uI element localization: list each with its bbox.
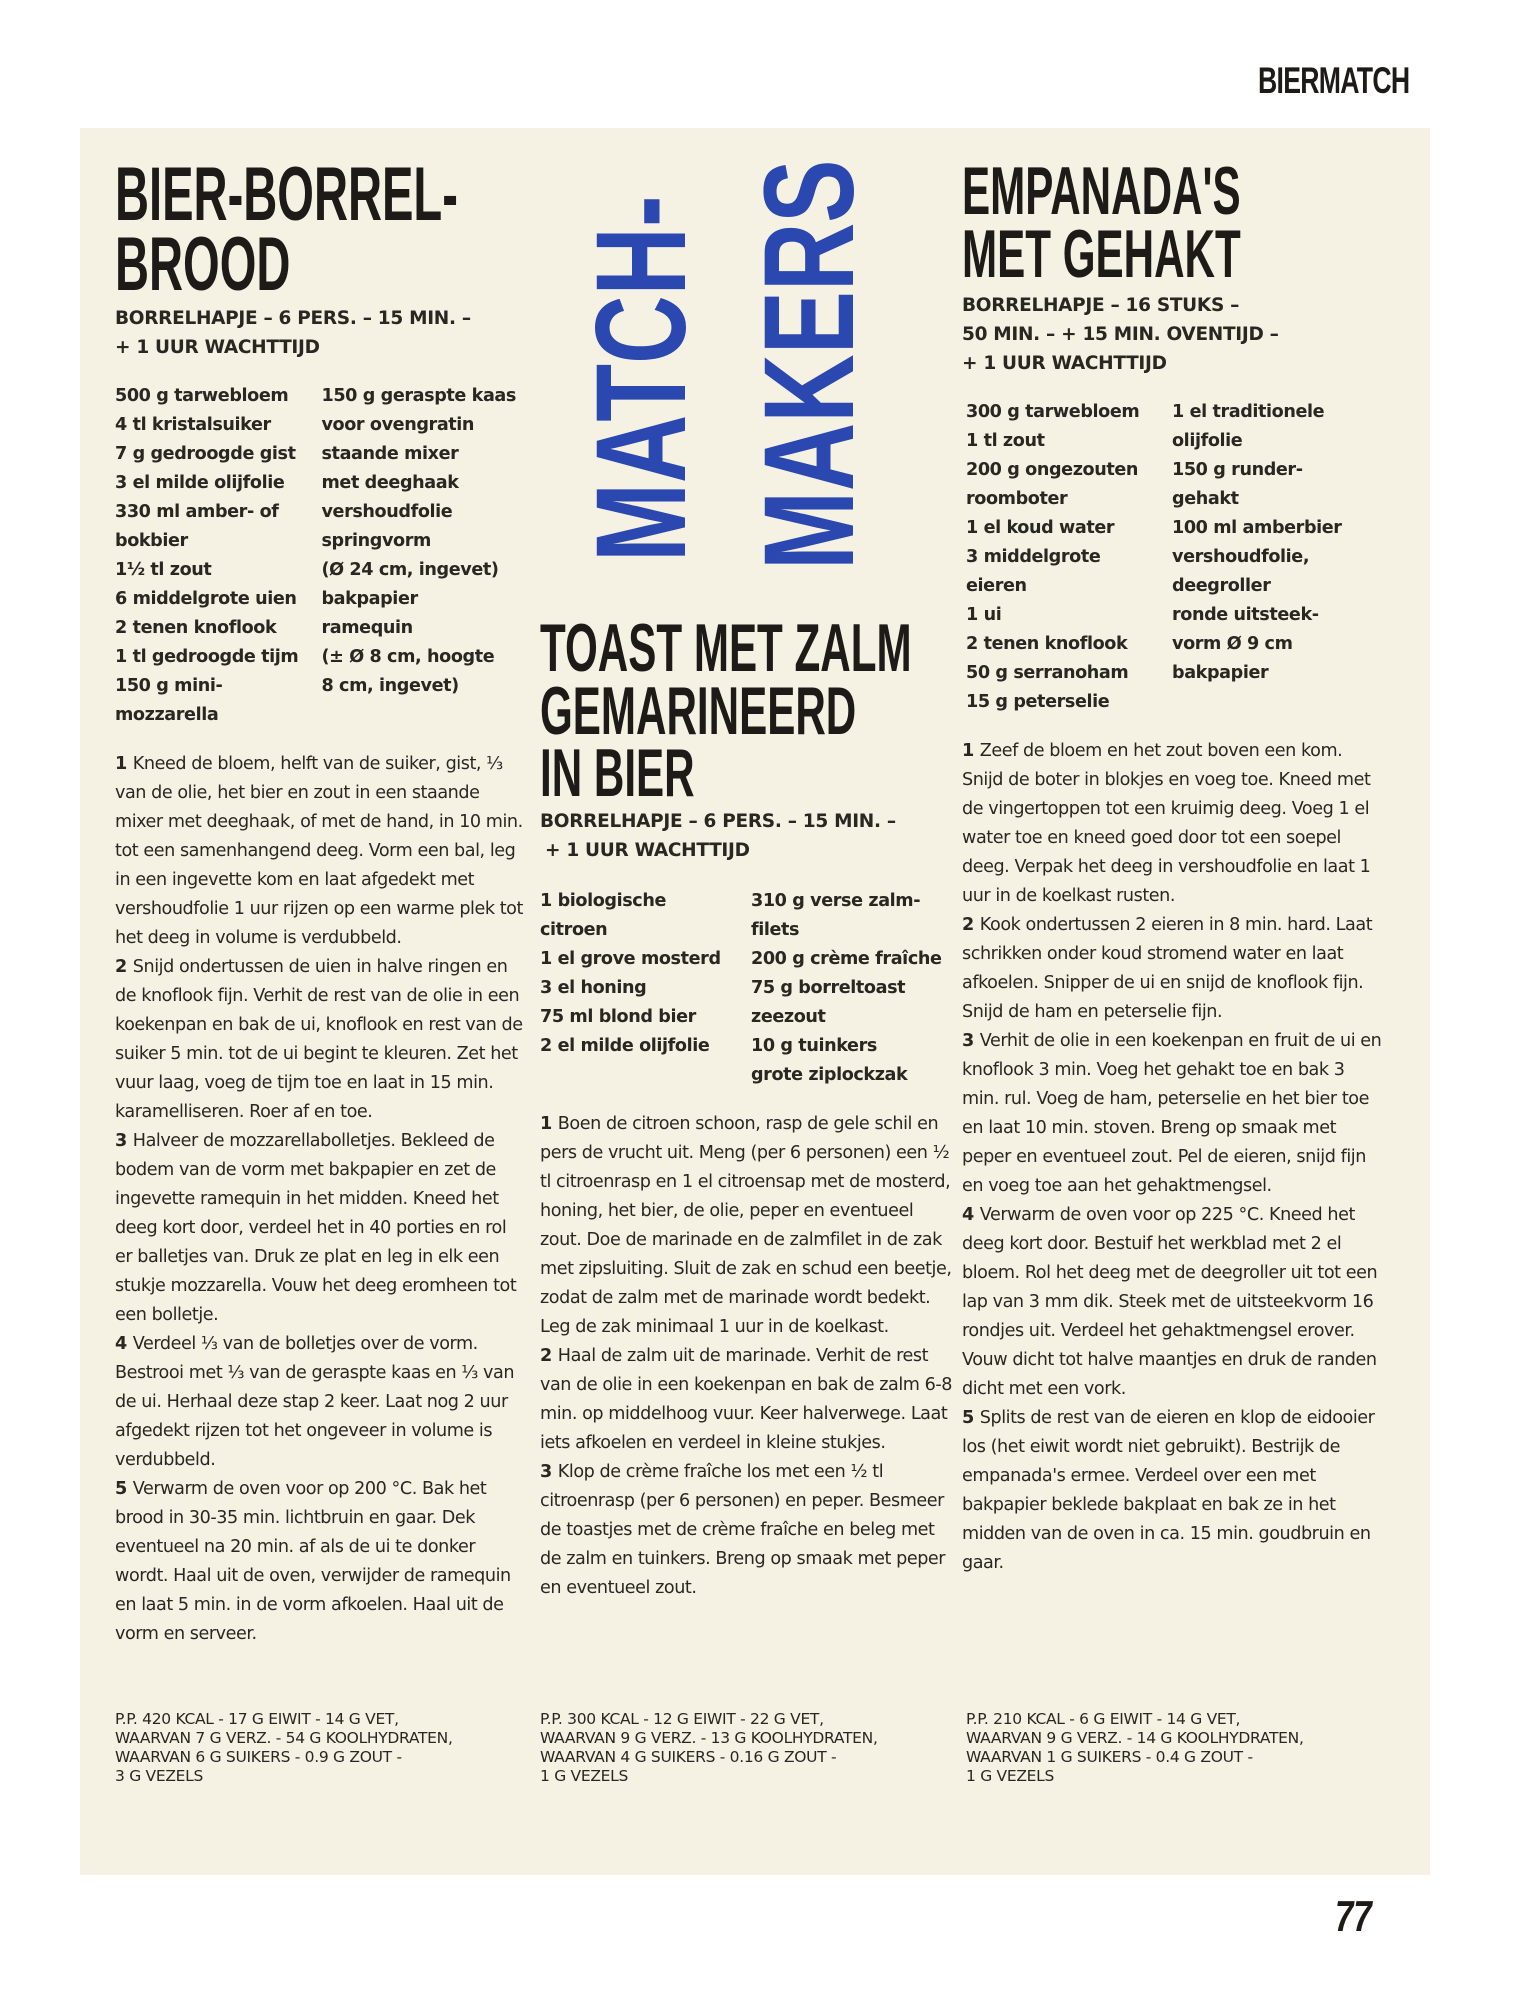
recipe-meta-line: 50 MIN. – + 15 MIN. OVENTIJD –	[962, 324, 1279, 346]
ingredient-item: 500 g tarwebloem	[115, 385, 289, 406]
nutrition-info	[966, 1710, 1304, 1786]
ingredient-item: 330 ml amber- of	[115, 501, 279, 522]
ingredient-item: 1 tl zout	[966, 431, 1045, 452]
ingredient-item: olijfolie	[1172, 431, 1243, 452]
recipe-step	[962, 737, 1382, 911]
step-text: Haal de zalm uit de marinade. Verhit de rest van de olie in een koekenpan en bak de zalm 6-8 min. op middelhoog vuur. Keer halverwege. Laat iets afkoelen en verdeel in kleine stukjes.	[540, 1345, 952, 1453]
nutrition-info	[540, 1710, 878, 1786]
ingredient-item: 10 g tuinkers	[750, 1035, 877, 1056]
ingredients-left	[115, 382, 321, 730]
step-number: 4	[962, 1205, 974, 1226]
recipe-title-line: BROOD	[115, 221, 291, 307]
recipe-title-line: IN BIER	[540, 735, 695, 812]
recipe-step	[115, 750, 525, 953]
section-tag: BIERMATCH	[1258, 60, 1410, 101]
step-text: Zeef de bloem en het zout boven een kom. Snijd de boter in blokjes en voeg toe. Kneed met de vingertoppen tot een kruimig deeg. Voeg 1 el water toe en kneed goed door tot een soepel deeg. Verpak het deeg in vershoudfolie en laat 1 uur in de koelkast rusten.	[962, 741, 1371, 907]
ingredient-item: eieren	[966, 576, 1027, 597]
ingredient-item: 150 g runder-	[1172, 460, 1303, 481]
step-number: 1	[115, 753, 127, 774]
recipe-toast-met-zalm	[540, 610, 955, 1603]
feature-title-line-2: MAKERS	[738, 159, 881, 570]
recipe-title-line: BIER-BORREL-	[115, 152, 458, 237]
ingredient-item: staande mixer	[321, 443, 459, 464]
ingredient-item: bakpapier	[321, 588, 418, 609]
recipe-title	[115, 152, 458, 307]
ingredient-item: 15 g peterselie	[966, 692, 1110, 713]
recipe-step	[115, 953, 525, 1127]
ingredient-item: springvorm	[321, 530, 431, 551]
ingredient-item: 75 g borreltoast	[750, 977, 906, 998]
ingredient-item: bakpapier	[1172, 663, 1269, 684]
step-number: 4	[115, 1333, 127, 1354]
step-number: 3	[115, 1130, 127, 1151]
step-text: Kneed de bloem, helft van de suiker, gist, ⅓ van de olie, het bier en zout in een staande mixer met deeghaak, of met de hand, in 10 min. tot een samenhangend deeg. Vorm een bal, leg in een ingevette kom en laat afgedekt met vershoudfolie 1 uur rijzen op een warme plek tot het deeg in volume is verdubbeld.	[115, 753, 523, 948]
ingredient-item: 75 ml blond bier	[540, 1006, 696, 1027]
recipe-meta	[540, 807, 955, 865]
recipe-meta-line: + 1 UUR WACHTTIJD	[545, 839, 750, 861]
ingredient-item: 2 el milde olijfolie	[540, 1035, 710, 1056]
recipe-step	[540, 1458, 955, 1603]
recipe-step	[115, 1475, 525, 1649]
ingredient-item: 1 ui	[966, 605, 1002, 626]
ingredient-item: grote ziplockzak	[750, 1064, 908, 1085]
step-number: 2	[115, 956, 127, 977]
ingredient-item: vershoudfolie	[321, 501, 453, 522]
recipe-steps	[962, 737, 1382, 1578]
ingredient-item: 2 tenen knoflook	[966, 634, 1128, 655]
ingredient-item: roomboter	[966, 489, 1068, 510]
recipe-title-line: MET GEHAKT	[962, 215, 1241, 292]
recipe-title	[962, 153, 1241, 292]
recipe-meta-line: BORRELHAPJE – 6 PERS. – 15 MIN. –	[540, 810, 896, 832]
nutrition-line: WAARVAN 1 G SUIKERS - 0.4 G ZOUT -	[966, 1748, 1253, 1766]
ingredient-item: citroen	[540, 919, 608, 940]
ingredient-item: 1½ tl zout	[115, 559, 212, 580]
ingredient-item: deegroller	[1172, 576, 1271, 597]
recipe-meta-line: BORRELHAPJE – 16 STUKS –	[962, 295, 1240, 317]
ingredient-item: 50 g serranoham	[966, 663, 1129, 684]
ingredient-item: voor ovengratin	[321, 414, 475, 435]
nutrition-line: WAARVAN 6 G SUIKERS - 0.9 G ZOUT -	[115, 1748, 402, 1766]
ingredient-item: 3 middelgrote	[966, 547, 1101, 568]
ingredient-item: ramequin	[321, 617, 413, 638]
step-text: Verdeel ⅓ van de bolletjes over de vorm. Bestrooi met ⅓ van de geraspte kaas en ⅓ van de ui. Herhaal deze stap 2 keer. Laat nog 2 uur afgedekt rijzen tot het ongeveer in volume is verdubbeld.	[115, 1333, 515, 1470]
ingredient-list	[115, 382, 525, 730]
ingredient-item: 1 el koud water	[966, 518, 1115, 539]
page-number: 77	[1335, 1892, 1372, 1941]
step-number: 3	[962, 1031, 974, 1052]
ingredients-left	[540, 887, 751, 1090]
ingredient-item: 150 g geraspte kaas	[321, 385, 516, 406]
ingredient-item: ronde uitsteek-	[1172, 605, 1319, 626]
recipe-step	[540, 1342, 955, 1458]
ingredient-item: zeezout	[750, 1006, 826, 1027]
nutrition-line: P.P. 210 KCAL - 6 G EIWIT - 14 G VET,	[966, 1710, 1241, 1728]
recipe-title-line: EMPANADA'S	[962, 153, 1241, 229]
step-number: 5	[115, 1478, 127, 1499]
recipe-meta-line: + 1 UUR WACHTTIJD	[962, 353, 1167, 375]
nutrition-line: 1 G VEZELS	[966, 1767, 1055, 1785]
nutrition-line: WAARVAN 9 G VERZ. - 14 G KOOLHYDRATEN,	[966, 1729, 1304, 1747]
ingredient-item: 150 g mini-	[115, 675, 223, 696]
recipe-meta	[115, 304, 525, 362]
recipe-steps	[540, 1110, 955, 1603]
step-number: 5	[962, 1408, 974, 1429]
ingredient-item: (Ø 24 cm, ingevet)	[321, 559, 499, 580]
step-number: 1	[962, 741, 974, 762]
step-text: Splits de rest van de eieren en klop de eidooier los (het eiwit wordt niet gebruikt). Bestrijk de empanada's ermee. Verdeel over een met bakpapier beklede bakplaat en bak ze in het midden van de oven in ca. 15 min. goudbruin en gaar.	[962, 1408, 1375, 1574]
recipe-meta-line: + 1 UUR WACHTTIJD	[115, 336, 320, 358]
ingredients-right	[1172, 398, 1382, 717]
recipe-step	[962, 1201, 1382, 1404]
nutrition-line: 3 G VEZELS	[115, 1767, 204, 1785]
feature-title-line-1: MATCH-	[570, 195, 713, 562]
recipe-step	[540, 1110, 955, 1342]
feature-title	[570, 110, 908, 570]
recipe-step	[115, 1127, 525, 1330]
step-text: Verhit de olie in een koekenpan en fruit de ui en knoflook 3 min. Voeg het gehakt toe en bak 3 min. rul. Voeg de ham, peterselie en het bier toe en laat 10 min. stoven. Breng op smaak met peper en eventueel zout. Pel de eieren, snijd fijn en voeg toe aan het gehaktmengsel.	[962, 1031, 1382, 1197]
nutrition-line: WAARVAN 4 G SUIKERS - 0.16 G ZOUT -	[540, 1748, 837, 1766]
ingredient-item: 8 cm, ingevet)	[321, 675, 459, 696]
ingredient-item: met deeghaak	[321, 472, 459, 493]
step-text: Halveer de mozzarellabolletjes. Bekleed de bodem van de vorm met bakpapier en zet de ingevette ramequin in het midden. Kneed het deeg kort door, verdeel het in 40 porties en rol er balletjes van. Druk ze plat en leg in elk een stukje mozzarella. Vouw het deeg eromheen tot een bolletje.	[115, 1130, 517, 1325]
step-text: Boen de citroen schoon, rasp de gele schil en pers de vrucht uit. Meng (per 6 personen) een ½ tl citroenrasp en 1 el citroensap met de mosterd, honing, het bier, de olie, peper en eventueel zout. Doe de marinade en de zalmfilet in de zak met zipsluiting. Sluit de zak en schud een beetje, zodat de zalm met de marinade wordt bedekt. Leg de zak minimaal 1 uur in de koelkast.	[540, 1113, 952, 1337]
recipe-empanadas-met-gehakt	[962, 153, 1382, 1578]
nutrition-line: WAARVAN 9 G VERZ. - 13 G KOOLHYDRATEN,	[540, 1729, 878, 1747]
nutrition-line: WAARVAN 7 G VERZ. - 54 G KOOLHYDRATEN,	[115, 1729, 453, 1747]
ingredient-item: 6 middelgrote uien	[115, 588, 297, 609]
ingredients-left	[966, 398, 1172, 717]
step-number: 3	[540, 1461, 552, 1482]
ingredient-list	[540, 887, 955, 1090]
step-text: Snijd ondertussen de uien in halve ringen en de knoflook fijn. Verhit de rest van de olie in een koekenpan en bak de ui, knoflook en rest van de suiker 5 min. tot de ui begint te kleuren. Zet het vuur laag, voeg de tijm toe en laat in 15 min. karamelliseren. Roer af en toe.	[115, 956, 523, 1122]
ingredient-item: 2 tenen knoflook	[115, 617, 277, 638]
step-text: Kook ondertussen 2 eieren in 8 min. hard. Laat schrikken onder koud stromend water en laat afkoelen. Snipper de ui en snijd de knoflook fijn. Snijd de ham en peterselie fijn.	[962, 915, 1373, 1023]
recipe-title	[540, 610, 912, 812]
ingredient-item: bokbier	[115, 530, 188, 551]
ingredient-item: 310 g verse zalm-	[750, 890, 921, 911]
ingredient-item: 3 el milde olijfolie	[115, 472, 285, 493]
ingredient-item: 1 el traditionele	[1172, 402, 1325, 423]
recipe-bier-borrel-brood	[115, 152, 525, 1649]
ingredient-item: 1 biologische	[540, 890, 666, 911]
ingredient-item: 1 el grove mosterd	[540, 948, 721, 969]
ingredient-item: 200 g ongezouten	[966, 460, 1139, 481]
ingredients-right	[321, 382, 525, 730]
step-text: Verwarm de oven voor op 225 °C. Kneed het deeg kort door. Bestuif het werkblad met 2 el bloem. Rol het deeg met de deegroller uit tot een lap van 3 mm dik. Steek met de uitsteekvorm 16 rondjes uit. Verdeel het gehaktmengsel erover. Vouw dicht tot halve maantjes en druk de randen dicht met een vork.	[962, 1205, 1378, 1400]
step-text: Verwarm de oven voor op 200 °C. Bak het brood in 30-35 min. lichtbruin en gaar. Dek eventueel na 20 min. af als de ui te donker wordt. Haal uit de oven, verwijder de ramequin en laat 5 min. in de vorm afkoelen. Haal uit de vorm en serveer.	[115, 1478, 511, 1644]
recipe-step	[962, 1404, 1382, 1578]
ingredient-item: vorm Ø 9 cm	[1172, 634, 1293, 655]
ingredient-item: vershoudfolie,	[1172, 547, 1310, 568]
recipe-step	[962, 1027, 1382, 1201]
ingredient-item: gehakt	[1172, 489, 1239, 510]
ingredient-item: filets	[750, 919, 800, 940]
ingredient-list	[962, 398, 1382, 717]
recipe-title-line: GEMARINEERD	[540, 672, 857, 749]
step-number: 2	[540, 1345, 552, 1366]
recipe-meta-line: BORRELHAPJE – 6 PERS. – 15 MIN. –	[115, 307, 471, 329]
ingredient-item: 200 g crème fraîche	[750, 948, 942, 969]
nutrition-line: P.P. 420 KCAL - 17 G EIWIT - 14 G VET,	[115, 1710, 399, 1728]
step-number: 1	[540, 1113, 552, 1134]
ingredient-item: 1 tl gedroogde tijm	[115, 646, 299, 667]
ingredient-item: 300 g tarwebloem	[966, 402, 1140, 423]
ingredient-item: 3 el honing	[540, 977, 647, 998]
ingredients-right	[751, 887, 955, 1090]
recipe-step	[115, 1330, 525, 1475]
ingredient-item: 7 g gedroogde gist	[115, 443, 296, 464]
nutrition-line: P.P. 300 KCAL - 12 G EIWIT - 22 G VET,	[540, 1710, 824, 1728]
step-text: Klop de crème fraîche los met een ½ tl citroenrasp (per 6 personen) en peper. Besmeer de toastjes met de crème fraîche en beleg met de zalm en tuinkers. Breng op smaak met peper en eventueel zout.	[540, 1461, 946, 1598]
ingredient-item: (± Ø 8 cm, hoogte	[321, 646, 495, 667]
ingredient-item: mozzarella	[115, 704, 219, 725]
nutrition-info	[115, 1710, 453, 1786]
ingredient-item: 100 ml amberbier	[1172, 518, 1342, 539]
recipe-steps	[115, 750, 525, 1649]
ingredient-item: 4 tl kristalsuiker	[115, 414, 271, 435]
recipe-title-line: TOAST MET ZALM	[540, 610, 912, 686]
recipe-meta	[962, 291, 1382, 378]
recipe-step	[962, 911, 1382, 1027]
nutrition-line: 1 G VEZELS	[540, 1767, 629, 1785]
step-number: 2	[962, 915, 974, 936]
